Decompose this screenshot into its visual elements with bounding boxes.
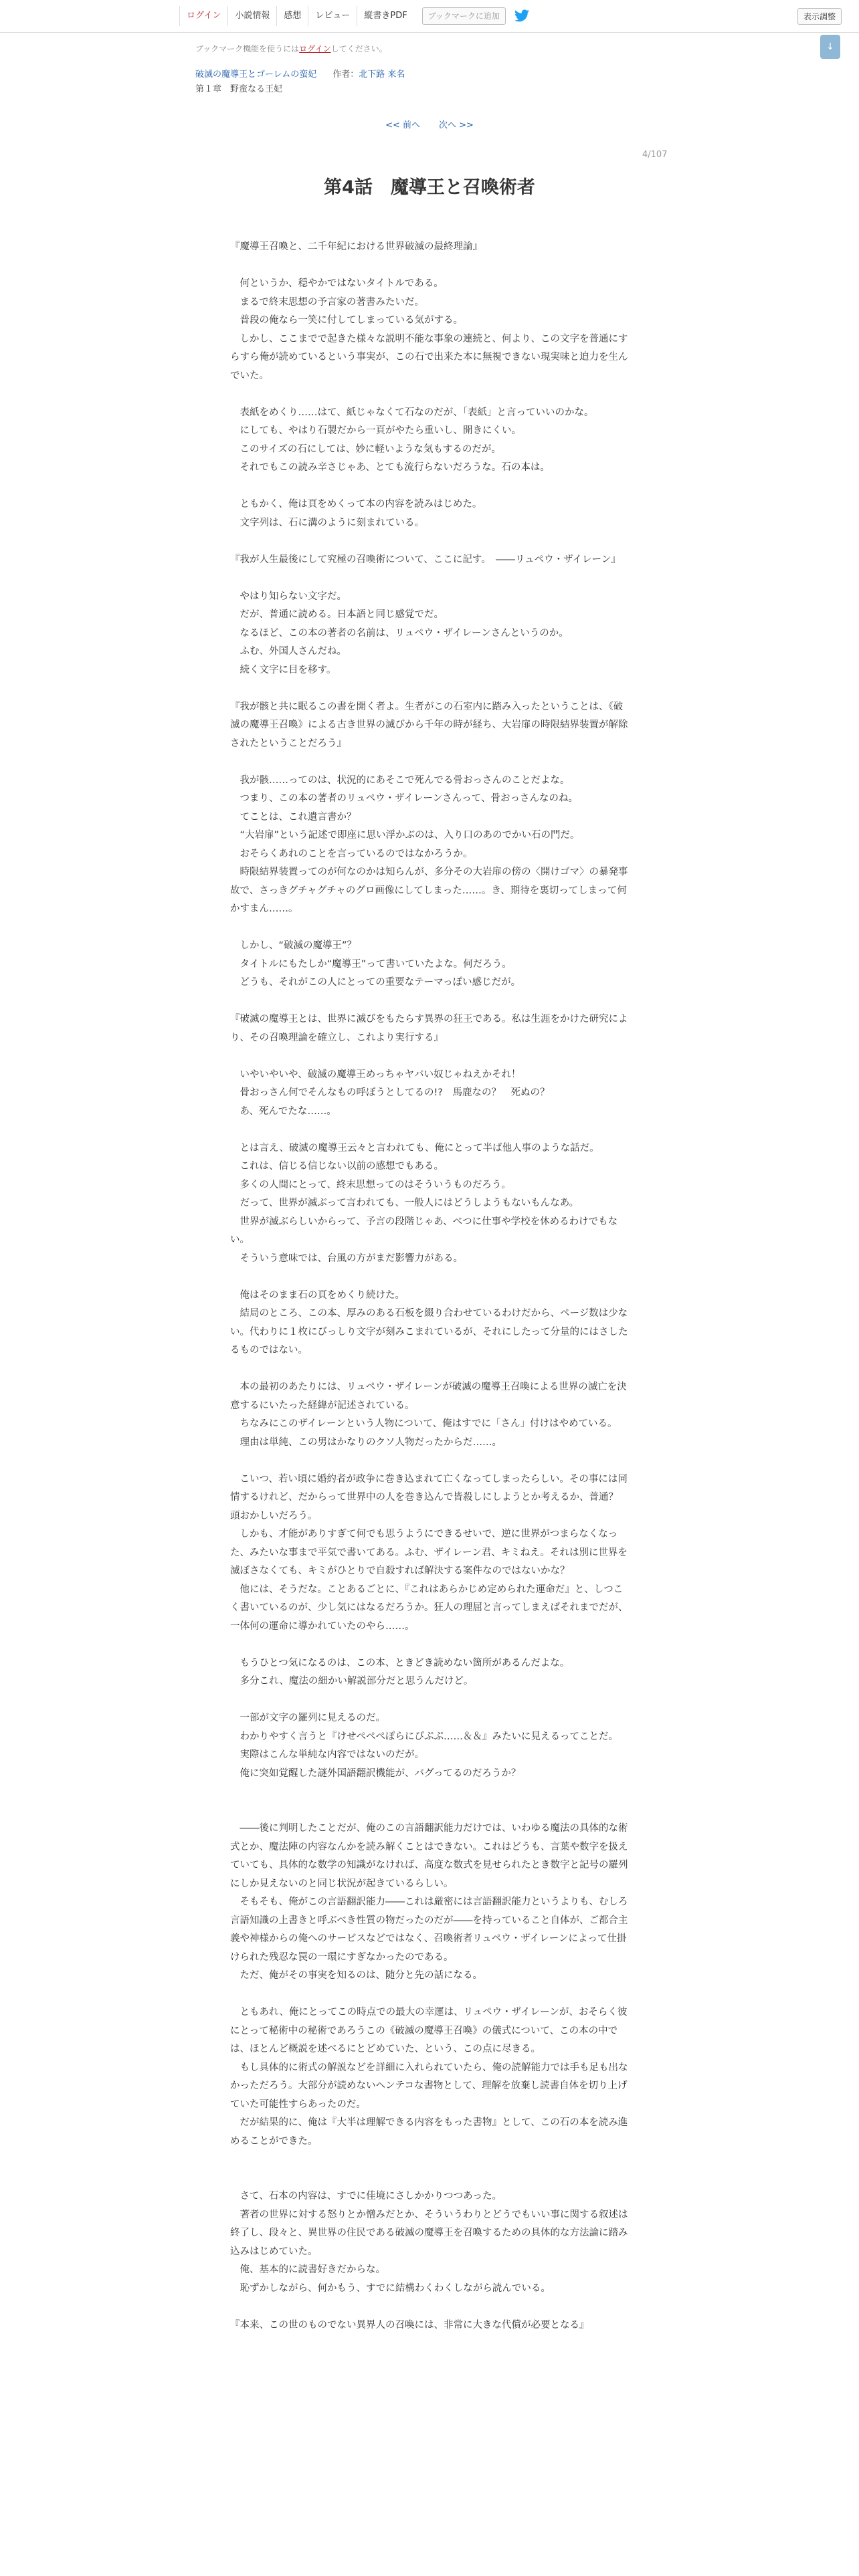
episode-counter: 4/107 — [642, 150, 668, 160]
paragraph-spacer — [230, 1802, 629, 1820]
next-episode-link[interactable]: 次へ >> — [439, 120, 474, 130]
paragraph-spacer — [230, 385, 629, 404]
body-paragraph: 本の最初のあたりには、リュペウ・ザイレーンが破滅の魔導王召喚による世界の滅亡を決意するにいたった経緯が記述されている。 ちなみにこのザイレーンという人物について、俺はすでに「さん」付けはやめている。 理由は単純、この男はかなりのクソ人物だったからだ……。 — [230, 1382, 627, 1448]
body-paragraph: 一部が文字の羅列に見えるのだ。 わかりやすく言うと『けせぺぺぺぽらにぴぷぷ……＆＆』みたいに見えるってことだ。 実際はこんな単純な内容ではないのだが。 俺に突如覚醒した謎外国語翻訳機能が、バグってるのだろうか？ — [240, 1713, 618, 1779]
twitter-icon[interactable] — [514, 8, 530, 24]
body-paragraph: もうひとつ気になるのは、この本、ときどき読めない箇所があるんだよな。 多分これ、魔法の細かい解説部分だと思うんだけど。 — [240, 1657, 570, 1687]
nav-review-link[interactable]: レビュー — [308, 6, 357, 26]
paragraph-spacer — [230, 1691, 629, 1710]
paragraph-spacer — [230, 2151, 629, 2169]
paragraph-spacer — [230, 1121, 629, 1140]
paragraph-spacer — [230, 1783, 629, 1802]
paragraph-spacer — [230, 2298, 629, 2317]
header-nav — [179, 6, 530, 26]
prev-episode-link[interactable]: << 前へ — [385, 120, 420, 130]
paragraph-spacer — [230, 1985, 629, 2004]
body-paragraph: ともあれ、俺にとってこの時点での最大の幸運は、リュペウ・ザイレーンが、おそらく彼にとって秘術中の秘術であろうこの《破滅の魔導王召喚》の儀式について、この本の中では、ほとんど概説を述べるにとどめていた、という、この点に尽きる。 もし具体的に術式の解説などを詳細に入れられていたら、俺の読解能力では手も足も出なかっただろう。大部分が読めないヘンテコな書物として、理解を放棄し読書自体を切り上げていた可能性すらあったのだ。 だが結果的に、俺は『大半は理解できる内容をもった書物』として、この石の本を読み進めることができた。 — [230, 2007, 628, 2147]
body-paragraph: 我が骸……ってのは、状況的にあそこで死んでる骨おっさんのことだよな。 つまり、この本の著者のリュペウ・ザイレーンさんって、骨おっさんなのね。 てことは、これ遺言書か？ “大岩扉”という記述で即座に思い浮かぶのは、入り口のあのでかい石の門だ。 おそらくあれのことを言っているのではなかろうか。 時限結界装置ってのが何なのかは知らんが、多分その大岩扉の傍の〈開けゴマ〉の暴発事故で、さっきグチャグチャのグロ画像にしてしまった……。き、期待を裏切ってしまって何かすまん……。 — [230, 774, 628, 914]
paragraph-spacer — [230, 532, 629, 551]
paragraph-spacer — [230, 1636, 629, 1654]
paragraph-spacer — [230, 257, 629, 276]
body-paragraph: 俺はそのまま石の頁をめくり続けた。 結局のところ、この本、厚みのある石板を綴り合わせているわけだから、ページ数は少ない。代わりに１枚にびっしり文字が刻みこまれているが、それにしたって分量的にはさしたるものではない。 — [230, 1289, 628, 1356]
body-paragraph: 何というか、穏やかではないタイトルである。 まるで終末思想の予言家の著書みたいだ。 普段の俺なら一笑に付してしまっている気がする。 しかし、ここまでで起きた様々な説明不能な事象の連続と、何より、この文字を普通にすらすら俺が読めているという事実が、この石で出来た本に無視できない現実味と迫力を生んでいた。 — [230, 278, 628, 381]
body-paragraph: 表紙をめくり……はて、紙じゃなくて石なのだが、「表紙」と言っていいのかな。 にしても、やはり石製だから一頁がやたら重いし、開きにくい。 このサイズの石にしては、妙に軽いような気もするのだが。 それでもこの読み辛さじゃあ、とても流行らないだろうな。石の本は。 — [240, 407, 594, 473]
bookmark-login-notice — [195, 43, 387, 54]
paragraph-spacer — [230, 992, 629, 1011]
episode-title: 第4話 魔導王と召喚術者 — [324, 177, 535, 198]
body-paragraph: いやいやいや、破滅の魔導王めっちゃヤバい奴じゃねえかそれ！ 骨おっさん何でそんなもの呼ぼうとしてるの!? 馬鹿なの？ 死ぬの？ あ、死んでたな……。 — [240, 1069, 550, 1117]
paragraph-spacer — [230, 1047, 629, 1066]
top-navigation-bar — [0, 0, 859, 33]
episode-body — [230, 238, 629, 2353]
paragraph-spacer — [230, 477, 629, 496]
novel-meta — [195, 67, 405, 80]
body-paragraph: ともかく、俺は頁をめくって本の内容を読みはじめた。 文字列は、石に溝のように刻まれている。 — [240, 499, 482, 528]
nav-vertical-pdf-link[interactable]: 縦書きPDF — [357, 6, 413, 26]
paragraph-spacer — [230, 569, 629, 588]
notice-suffix: してください。 — [330, 44, 387, 53]
body-paragraph: 『我が人生最後にして究極の召喚術について、ここに記す。 ――リュペウ・ザイレーン』 — [230, 554, 621, 565]
episode-pager — [0, 118, 859, 130]
body-paragraph: 『本来、この世のものでない異界人の召喚には、非常に大きな代償が必要となる』 — [230, 2319, 589, 2331]
body-paragraph: さて、石本の内容は、すでに佳境にさしかかりつつあった。 著者の世界に対する怒りとか憎みだとか、そういうわりとどうでもいい事に関する叙述は終了し、段々と、異世界の住民である破滅の魔導王を召喚するための具体的な方法論に踏み込みはじめていた。 俺、基本的に読書好きだからな。 恥ずかしながら、何かもう、すでに結構わくわくしながら読んでいる。 — [230, 2191, 628, 2294]
nav-login-link[interactable]: ログイン — [179, 6, 227, 26]
paragraph-spacer — [230, 1452, 629, 1471]
paragraph-spacer — [230, 1268, 629, 1287]
paragraph-spacer — [230, 1360, 629, 1379]
body-paragraph: とは言え、破滅の魔導王云々と言われても、俺にとって半ば他人事のような話だ。 これは、信じる信じない以前の感想でもある。 多くの人間にとって、終末思想ってのはそういうものだろう。 だって、世界が滅ぶって言われても、一般人にはどうしようもないもんなあ。 世界が滅ぶらしいからって、予言の段階じゃあ、べつに仕事や学校を休めるわけでもない。 そういう意味では、台風の方がまだ影響力がある。 — [230, 1142, 618, 1264]
author-label: 作者： — [332, 70, 359, 80]
body-paragraph: しかし、“破滅の魔導王”？ タイトルにもたしか“魔導王”って書いていたよな。何だろう。 どうも、それがこの人にとっての重要なテーマっぽい感じだが。 — [240, 940, 521, 988]
notice-prefix: ブックマーク機能を使うには — [195, 44, 300, 53]
author-link[interactable]: 北下路 来名 — [359, 70, 405, 80]
add-bookmark-button[interactable]: ブックマークに追加 — [422, 7, 506, 25]
display-settings-button[interactable]: 表示調整 — [797, 8, 842, 25]
chapter-title: 第１章 野蛮なる王妃 — [195, 84, 283, 94]
body-paragraph: 『魔導王召喚と、二千年紀における世界破滅の最終理論』 — [230, 241, 482, 252]
body-paragraph: こいつ、若い頃に婚約者が政争に巻き込まれて亡くなってしまったらしい。その事には同情するけれど、だからって世界中の人を巻き込んで皆殺しにしようとか考えるか、普通？ 頭おかしいだろう。 しかも、才能がありすぎて何でも思うようにできるせいで、逆に世界がつまらなくなった、みたいな事まで平気で書いてある。ふむ、ザイレーン君、キミねえ。それは別に世界を滅ぼさなくても、キミがひとりで自殺すれば解決する案件なのではないかな？ 他には、そうだな。ことあるごとに、『これはあらかじめ定められた運命だ』と、しつこく書いているのが、少し気にはなるだろうか。狂人の理屈と言ってしまえばそれまでだが、一体何の運命に導かれていたのやら……。 — [230, 1473, 628, 1632]
paragraph-spacer — [230, 2335, 629, 2353]
paragraph-spacer — [230, 753, 629, 772]
notice-login-link[interactable]: ログイン — [299, 44, 331, 53]
paragraph-spacer — [230, 2169, 629, 2188]
nav-impressions-link[interactable]: 感想 — [276, 6, 308, 26]
body-paragraph: ――後に判明したことだが、俺のこの言語翻訳能力だけでは、いわゆる魔法の具体的な術式とか、魔法陣の内容なんかを読み解くことはできない。これはどうも、言葉や数字を扱えていても、具体的な数学の知識がなければ、高度な数式を見せられたとき数字と記号の羅列にしか見えないのと同じ状況が起きているらしい。 そもそも、俺がこの言語翻訳能力――これは厳密には言語翻訳能力というよりも、むしろ言語知識の上書きと呼ぶべき性質の物だったのだが――を持っていること自体が、ご都合主義や神様からの俺へのサービスなどではなく、召喚術者リュペウ・ザイレーンによって仕掛けられた残忍な罠の一環にすぎなかったのである。 ただ、俺がその事実を知るのは、随分と先の話になる。 — [230, 1823, 628, 1981]
paragraph-spacer — [230, 679, 629, 698]
body-paragraph: 『破滅の魔導王とは、世界に滅びをもたらす異界の狂王である。私は生涯をかけた研究により、その召喚理論を確立し、これより実行する』 — [230, 1014, 628, 1043]
body-paragraph: 『我が骸と共に眠るこの書を開く者よ。生者がこの石室内に踏み入ったということは、《破滅の魔導王召喚》による古き世界の滅びから千年の時が経ち、大岩扉の時限結界装置が解除されたということだろう』 — [230, 701, 628, 749]
paragraph-spacer — [230, 919, 629, 938]
scroll-down-button[interactable]: ↓ — [820, 35, 840, 59]
body-paragraph: やはり知らない文字だ。 だが、普通に読める。日本語と同じ感覚でだ。 なるほど、この本の著者の名前は、リュペウ・ザイレーンさんというのか。 ふむ、外国人さんだね。 続く文字に目を移す。 — [240, 591, 569, 675]
nav-novel-info-link[interactable]: 小説情報 — [227, 6, 276, 26]
novel-title-link[interactable]: 破滅の魔導王とゴーレムの蛮妃 — [195, 70, 317, 80]
